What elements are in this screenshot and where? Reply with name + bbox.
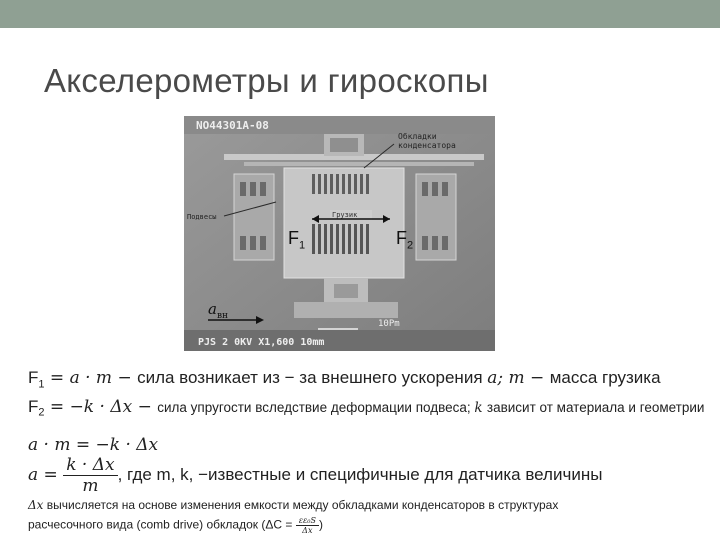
accel-label: $a_{вн}$ <box>208 300 229 321</box>
top-bar <box>0 0 720 28</box>
eq-line-4: a = $\frac{k \cdot \Delta x}{m}$ , где m, k, −известные и специфичные для датчика величины <box>28 455 603 496</box>
f1-label: $F_1$ <box>288 228 306 252</box>
label-suspension: Подвесы <box>187 213 217 221</box>
eq-line-2: $F_2 = -k \cdot \Delta x$ − сила упругости вследствие деформации подвеса; k зависит от материала и геометрии <box>28 397 705 419</box>
sem-top-code: NO44301A-08 <box>196 119 269 132</box>
sem-scale: 10Pm <box>378 319 400 329</box>
eq-line-1: $F_1 = a \cdot m$ − сила возникает из − за внешнего ускорения a; m − масса грузика <box>28 368 661 391</box>
eq-line-3: a · m = −k · Δx <box>28 435 159 455</box>
eq-line-6: расчесочного вида (comb drive) обкладок (ΔC = $\frac{\text{εε₀S}}{\Delta x}$ ) <box>28 516 323 535</box>
sem-bottom-line: PJS 2 0KV X1,600 10mm <box>198 337 325 348</box>
label-mass: Грузик <box>332 211 358 219</box>
eq-fraction-capacitance: $\frac{\text{εε₀S}}{\Delta x}$ <box>296 516 319 535</box>
eq-line-5: Δx вычисляется на основе изменения емкости между обкладками конденсаторов в структурах <box>28 498 559 512</box>
sem-image <box>184 116 495 351</box>
eq-fraction: $\frac{k \cdot \Delta x}{m}$ <box>63 455 117 496</box>
slide-title: Акселерометры и гироскопы <box>44 62 489 99</box>
label-capacitor: Обкладки конденсатора <box>398 132 456 150</box>
f2-label: $F_2$ <box>396 228 414 252</box>
sem-illustration <box>184 116 495 351</box>
